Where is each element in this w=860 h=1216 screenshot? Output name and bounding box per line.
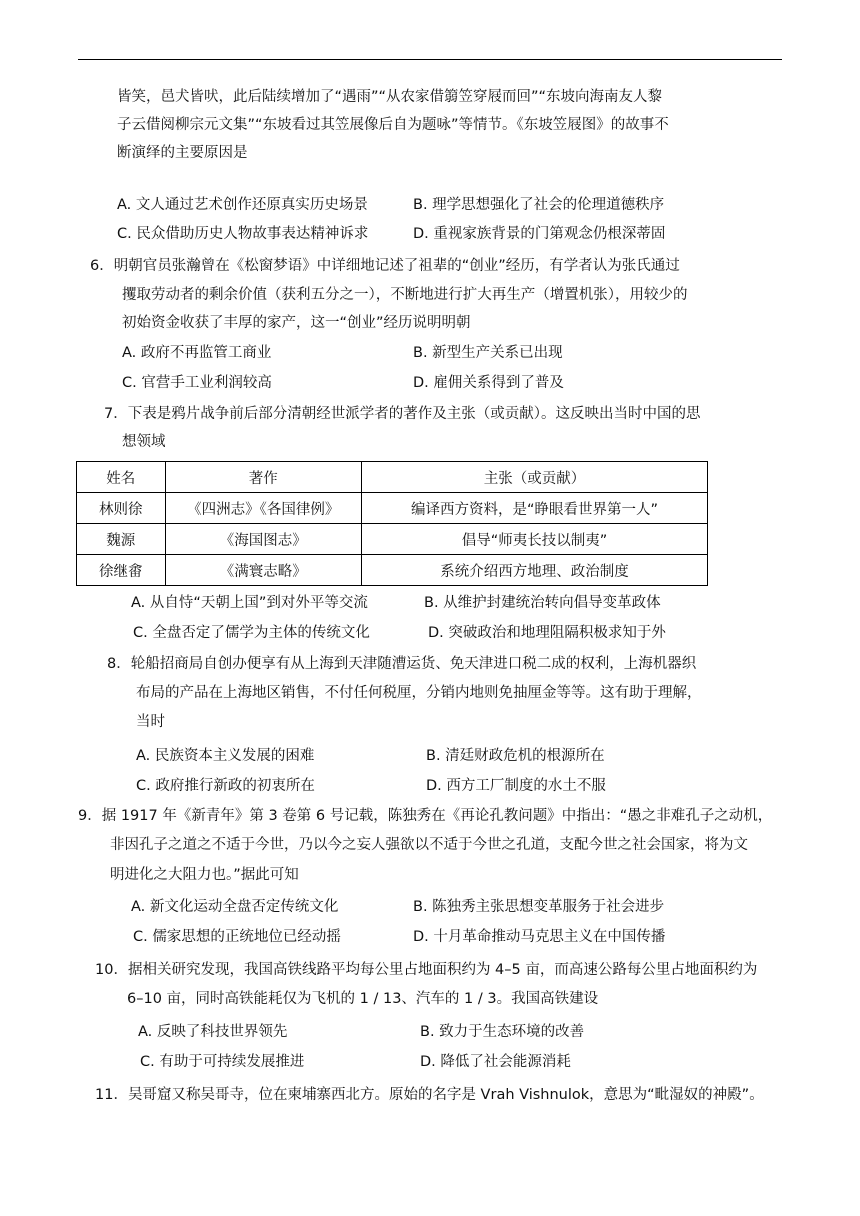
q8-option-c: C. 政府推行新政的初衷所在 [136, 778, 315, 794]
table-cell: 徐继畬 [77, 555, 166, 586]
q8-option-b: B. 清廷财政危机的根源所在 [426, 748, 605, 764]
q7-option-b: B. 从维护封建统治转向倡导变革政体 [424, 595, 661, 611]
q7-text-line-1: 7．下表是鸦片战争前后部分清朝经世派学者的著作及主张（或贡献）。这反映出当时中国的思 [104, 406, 701, 422]
table-row [77, 555, 708, 586]
q6-option-b: B. 新型生产关系已出现 [413, 345, 563, 361]
table-cell: 倡导“师夷长技以制夷” [362, 524, 708, 555]
table-header-claims: 主张（或贡献） [362, 462, 708, 493]
q9-option-a: A. 新文化运动全盘否定传统文化 [131, 899, 339, 915]
q5-text-line-3: 断演绎的主要原因是 [117, 145, 248, 161]
q8-text-line-2: 布局的产品在上海地区销售，不付任何税厘，分销内地则免抽厘金等等。这有助于理解， [136, 685, 702, 701]
q6-text-line-2: 攫取劳动者的剩余价值（获利五分之一），不断地进行扩大再生产（增置机张），用较少的 [122, 287, 688, 303]
q10-text-line-2: 6–10 亩，同时高铁能耗仅为飞机的 1 / 13、汽车的 1 / 3。我国高铁建设 [127, 991, 599, 1007]
q8-text-line-1: 8．轮船招商局自创办便享有从上海到天津随漕运货、免天津进口税二成的权利，上海机器织 [107, 656, 697, 672]
q7-option-d: D. 突破政治和地理阻隔积极求知于外 [428, 625, 666, 641]
q10-option-c: C. 有助于可持续发展推进 [140, 1054, 305, 1070]
q9-option-c: C. 儒家思想的正统地位已经动摇 [133, 929, 341, 945]
q6-option-d: D. 雇佣关系得到了普及 [413, 375, 564, 391]
q11-text-line-1: 11．吴哥窟又称吴哥寺，位在柬埔寨西北方。原始的名字是 Vrah Vishnulok，意思为“毗湿奴的神殿”。 [95, 1087, 764, 1103]
table-cell: 《海国图志》 [165, 524, 362, 555]
table-cell: 林则徐 [77, 493, 166, 524]
table-cell: 魏源 [77, 524, 166, 555]
q8-option-d: D. 西方工厂制度的水土不服 [426, 778, 606, 794]
q6-option-c: C. 官营手工业利润较高 [122, 375, 272, 391]
table-row [77, 524, 708, 555]
q9-text-line-2: 非因孔子之道之不适于今世，乃以今之妄人强欲以不适于今世之孔道，支配今世之社会国家，将为文 [110, 837, 748, 853]
q9-text-line-3: 明进化之大阻力也。”据此可知 [110, 867, 299, 883]
q10-option-a: A. 反映了科技世界领先 [138, 1024, 288, 1040]
q8-option-a: A. 民族资本主义发展的困难 [136, 748, 315, 764]
q5-option-b: B. 理学思想强化了社会的伦理道德秩序 [413, 197, 665, 213]
q8-text-line-3: 当时 [136, 714, 165, 730]
q5-option-c: C. 民众借助历史人物故事表达精神诉求 [117, 226, 369, 242]
table-cell: 编译西方资料，是“睁眼看世界第一人” [362, 493, 708, 524]
q6-text-line-3: 初始资金收获了丰厚的家产，这一“创业”经历说明明朝 [122, 315, 471, 331]
q10-text-line-1: 10．据相关研究发现，我国高铁线路平均每公里占地面积约为 4–5 亩，而高速公路每公里占地面积约为 [95, 962, 758, 978]
table-header-row [77, 462, 708, 493]
q9-option-d: D. 十月革命推动马克思主义在中国传播 [413, 929, 666, 945]
q7-text-line-2: 想领域 [122, 434, 166, 450]
q5-text-line-1: 皆笑，邑犬皆吠，此后陆续增加了“遇雨”“从农家借篛笠穿屐而回”“东坡向海南友人黎 [117, 89, 663, 105]
q9-option-b: B. 陈独秀主张思想变革服务于社会进步 [413, 899, 665, 915]
q7-option-a: A. 从自恃“天朝上国”到对外平等交流 [131, 595, 368, 611]
q5-text-line-2: 子云借阅柳宗元文集”“东坡看过其笠展像后自为题咏”等情节。《东坡笠屐图》的故事不 [117, 117, 669, 133]
q5-option-a: A. 文人通过艺术创作还原真实历史场景 [117, 197, 368, 213]
table-row [77, 493, 708, 524]
table-cell: 《满寰志略》 [165, 555, 362, 586]
q9-text-line-1: 9．据 1917 年《新青年》第 3 卷第 6 号记载，陈独秀在《再论孔教问题》中指出：“愚之非难孔子之动机， [78, 808, 773, 824]
header-rule [78, 59, 782, 60]
q7-option-c: C. 全盘否定了儒学为主体的传统文化 [133, 625, 370, 641]
q6-option-a: A. 政府不再监管工商业 [122, 345, 272, 361]
q10-option-b: B. 致力于生态环境的改善 [420, 1024, 585, 1040]
table-cell: 《四洲志》《各国律例》 [165, 493, 362, 524]
table-header-works: 著作 [165, 462, 362, 493]
q6-text-line-1: 6．明朝官员张瀚曾在《松窗梦语》中详细地记述了祖辈的“创业”经历，有学者认为张氏通过 [90, 258, 680, 274]
table-cell: 系统介绍西方地理、政治制度 [362, 555, 708, 586]
q5-option-d: D. 重视家族背景的门第观念仍根深蒂固 [413, 226, 666, 242]
q10-option-d: D. 降低了社会能源消耗 [420, 1054, 571, 1070]
q7-table [76, 461, 708, 586]
table-header-name: 姓名 [77, 462, 166, 493]
